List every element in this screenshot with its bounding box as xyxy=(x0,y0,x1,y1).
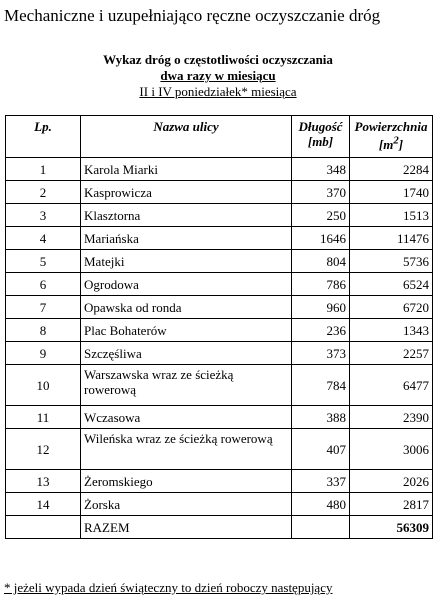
row-street-name: Ogrodowa xyxy=(81,273,292,296)
row-area: 6524 xyxy=(350,273,433,296)
row-length: 236 xyxy=(292,319,350,342)
header-area-label: Powierzchnia xyxy=(354,119,428,134)
row-lp: 1 xyxy=(6,158,81,181)
row-length: 804 xyxy=(292,250,350,273)
header-lp: Lp. xyxy=(6,116,81,158)
row-street-name: Wczasowa xyxy=(81,406,292,429)
row-lp: 4 xyxy=(6,227,81,250)
row-street-name: Opawska od ronda xyxy=(81,296,292,319)
footnote xyxy=(4,580,332,596)
row-length: 480 xyxy=(292,493,350,516)
row-lp: 2 xyxy=(6,181,81,204)
total-label: RAZEM xyxy=(81,516,292,539)
table-row xyxy=(6,470,433,493)
table-row xyxy=(6,204,433,227)
row-area: 2284 xyxy=(350,158,433,181)
row-area: 2026 xyxy=(350,470,433,493)
page-heading: Mechaniczne i uzupełniająco ręczne oczyszczanie dróg xyxy=(4,6,381,25)
table-row xyxy=(6,319,433,342)
table-header-row xyxy=(6,116,433,158)
row-area: 3006 xyxy=(350,429,433,470)
row-street-name: Żorska xyxy=(81,493,292,516)
table-row xyxy=(6,296,433,319)
table-row xyxy=(6,429,433,470)
row-length: 786 xyxy=(292,273,350,296)
table-title: Wykaz dróg o częstotliwości oczyszczania xyxy=(103,52,333,67)
table-row xyxy=(6,227,433,250)
row-street-name: Żeromskiego xyxy=(81,470,292,493)
row-length: 960 xyxy=(292,296,350,319)
row-lp: 6 xyxy=(6,273,81,296)
row-length: 407 xyxy=(292,429,350,470)
table-row xyxy=(6,406,433,429)
row-area: 1343 xyxy=(350,319,433,342)
header-street-name: Nazwa ulicy xyxy=(81,116,292,158)
schedule-text: II i IV poniedziałek* miesiąca xyxy=(139,84,297,99)
header-length-label: Długość xyxy=(298,119,343,134)
header-length-unit: [mb] xyxy=(307,134,334,149)
row-area: 1740 xyxy=(350,181,433,204)
row-lp: 3 xyxy=(6,204,81,227)
row-area: 1513 xyxy=(350,204,433,227)
row-area: 6477 xyxy=(350,365,433,406)
row-lp: 8 xyxy=(6,319,81,342)
table-row xyxy=(6,181,433,204)
table-row xyxy=(6,250,433,273)
table-row xyxy=(6,493,433,516)
row-street-name: Matejki xyxy=(81,250,292,273)
row-length: 784 xyxy=(292,365,350,406)
row-lp: 9 xyxy=(6,342,81,365)
table-row xyxy=(6,158,433,181)
row-area: 2390 xyxy=(350,406,433,429)
row-area: 2257 xyxy=(350,342,433,365)
row-street-name: Warszawska wraz ze ścieżką rowerową xyxy=(81,365,292,406)
row-length: 373 xyxy=(292,342,350,365)
total-length-empty xyxy=(292,516,350,539)
row-lp: 7 xyxy=(6,296,81,319)
row-length: 348 xyxy=(292,158,350,181)
row-street-name: Kasprowicza xyxy=(81,181,292,204)
row-lp: 12 xyxy=(6,429,81,470)
row-area: 6720 xyxy=(350,296,433,319)
row-length: 250 xyxy=(292,204,350,227)
total-row xyxy=(6,516,433,539)
table-row xyxy=(6,342,433,365)
header-area-unit: $[m^2]$ xyxy=(378,135,404,153)
row-length: 370 xyxy=(292,181,350,204)
row-street-name: Karola Miarki xyxy=(81,158,292,181)
header-area xyxy=(350,116,433,158)
row-length: 337 xyxy=(292,470,350,493)
schedule-line xyxy=(0,84,436,100)
row-lp: 14 xyxy=(6,493,81,516)
total-area: 56309 xyxy=(350,516,433,539)
row-street-name: Mariańska xyxy=(81,227,292,250)
frequency-line xyxy=(0,68,436,84)
row-lp: 11 xyxy=(6,406,81,429)
total-lp-empty xyxy=(6,516,81,539)
row-area: 11476 xyxy=(350,227,433,250)
frequency-text: dwa razy w miesiącu xyxy=(160,68,276,83)
row-street-name: Plac Bohaterów xyxy=(81,319,292,342)
footnote-text: * jeżeli wypada dzień świąteczny to dzień roboczy następujący xyxy=(4,580,333,595)
roads-table xyxy=(5,115,433,539)
row-lp: 10 xyxy=(6,365,81,406)
table-row xyxy=(6,273,433,296)
row-area: 5736 xyxy=(350,250,433,273)
row-area: 2817 xyxy=(350,493,433,516)
row-length: 1646 xyxy=(292,227,350,250)
row-street-name: Wileńska wraz ze ścieżką rowerową xyxy=(81,429,292,470)
header-length xyxy=(292,116,350,158)
row-street-name: Klasztorna xyxy=(81,204,292,227)
row-street-name: Szczęśliwa xyxy=(81,342,292,365)
row-lp: 13 xyxy=(6,470,81,493)
row-lp: 5 xyxy=(6,250,81,273)
row-length: 388 xyxy=(292,406,350,429)
table-row xyxy=(6,365,433,406)
